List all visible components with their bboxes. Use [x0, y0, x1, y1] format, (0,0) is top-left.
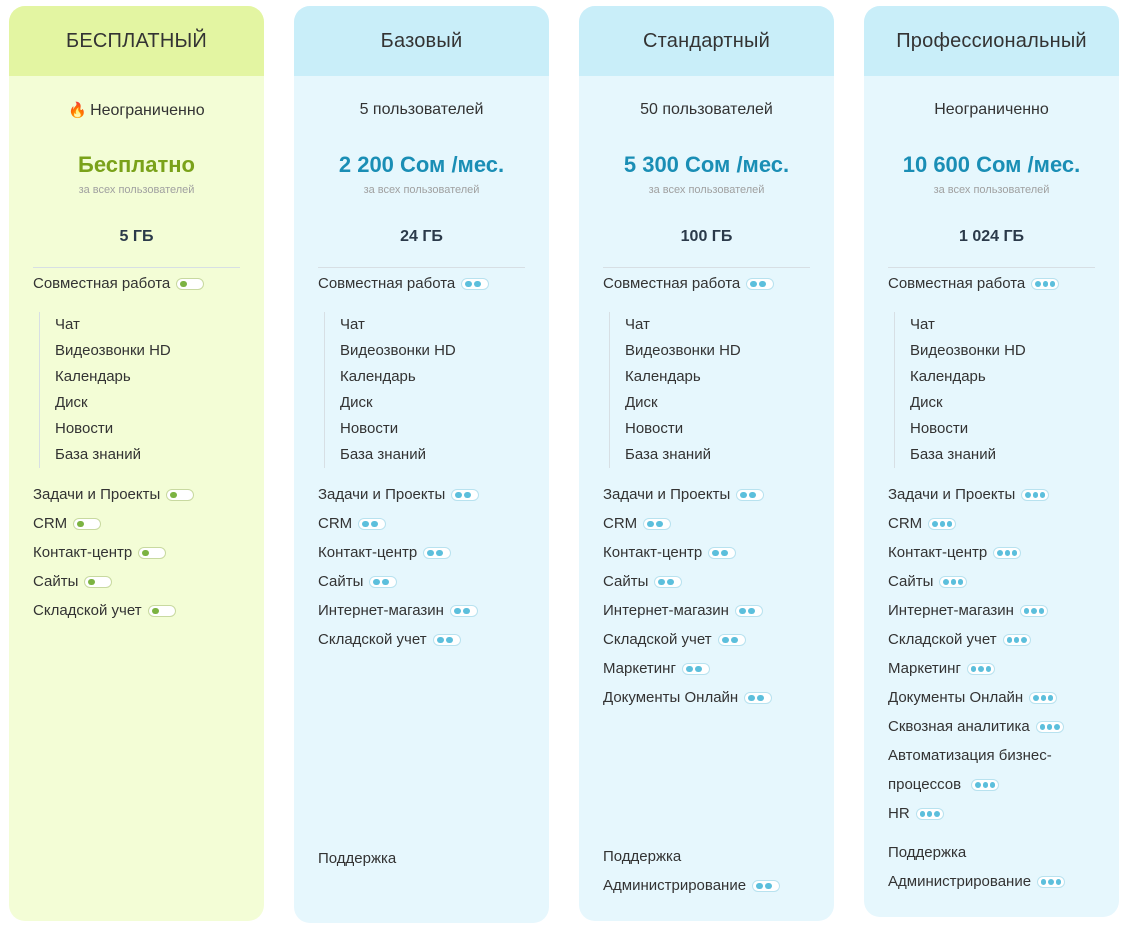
subfeature-video: Видеозвонки HD [625, 342, 741, 359]
plan-title: Базовый [294, 6, 549, 76]
plan-storage: 5 ГБ [119, 228, 154, 245]
plan-title: БЕСПЛАТНЫЙ [9, 6, 264, 76]
feature-tasks [318, 485, 479, 505]
feature-crm [33, 514, 101, 534]
plan-price: 10 600 Сом /мес. [902, 152, 1081, 177]
feature-analytics [888, 717, 1064, 737]
toggle-2-icon [735, 605, 763, 617]
feature-label: Складской учет [888, 631, 997, 648]
toggle-2-icon [423, 547, 451, 559]
toggle-2-icon [718, 634, 746, 646]
feature-label: Совместная работа [888, 275, 1026, 292]
toggle-3-icon [1037, 876, 1065, 888]
feature-sites [33, 572, 112, 592]
feature-contact [603, 543, 736, 563]
feature-contact [888, 543, 1021, 563]
feature-sublist [894, 312, 1026, 468]
divider [33, 267, 240, 268]
feature-sublist [39, 312, 171, 468]
feature-support [318, 849, 396, 869]
feature-support [888, 843, 966, 863]
feature-sublist [324, 312, 456, 468]
divider [603, 267, 810, 268]
feature-label: Сайты [603, 573, 649, 590]
plan-title: Профессиональный [864, 6, 1119, 76]
toggle-2-icon [369, 576, 397, 588]
feature-sites [318, 572, 397, 592]
subfeature-kb: База знаний [625, 446, 711, 463]
toggle-2-icon [744, 692, 772, 704]
toggle-2-icon [752, 880, 780, 892]
toggle-3-icon [1021, 489, 1049, 501]
plan-price-note: за всех пользователей [933, 184, 1050, 196]
feature-sublist [609, 312, 741, 468]
toggle-3-icon [971, 779, 999, 791]
toggle-1-icon [166, 489, 194, 501]
feature-shop [603, 601, 763, 621]
subfeature-calendar: Календарь [340, 368, 416, 385]
feature-label: Сайты [888, 573, 934, 590]
feature-contact [33, 543, 166, 563]
toggle-1-icon [138, 547, 166, 559]
toggle-2-icon [746, 278, 774, 290]
feature-shop [888, 601, 1048, 621]
feature-label: Совместная работа [603, 275, 741, 292]
feature-tasks [33, 485, 194, 505]
feature-label: Поддержка [318, 850, 397, 867]
subfeature-disk: Диск [910, 394, 943, 411]
subfeature-chat: Чат [55, 316, 80, 333]
feature-label: Складской учет [33, 602, 142, 619]
feature-label: Автоматизация бизнес-процессов [888, 747, 1052, 793]
subfeature-chat: Чат [340, 316, 365, 333]
plan-storage: 24 ГБ [400, 228, 443, 245]
feature-label: Контакт-центр [603, 544, 703, 561]
toggle-1-icon [73, 518, 101, 530]
feature-crm [318, 514, 386, 534]
feature-crm [603, 514, 671, 534]
toggle-1-icon [84, 576, 112, 588]
feature-label: Интернет-магазин [888, 602, 1014, 619]
feature-label: Задачи и Проекты [888, 486, 1016, 503]
subfeature-disk: Диск [625, 394, 658, 411]
feature-sites [888, 572, 967, 592]
subfeature-news: Новости [625, 420, 684, 437]
plan-card-basic [294, 6, 549, 923]
feature-label: CRM [888, 515, 923, 532]
toggle-3-icon [993, 547, 1021, 559]
feature-label: Сквозная аналитика [888, 718, 1030, 735]
feature-label: Поддержка [888, 844, 967, 861]
toggle-2-icon [433, 634, 461, 646]
feature-label: Контакт-центр [33, 544, 133, 561]
toggle-3-icon [1020, 605, 1048, 617]
subfeature-calendar: Календарь [55, 368, 131, 385]
plan-users: 50 пользователей [640, 101, 773, 118]
feature-docs [603, 688, 772, 708]
plan-users-label: Неограниченно [90, 102, 205, 119]
toggle-2-icon [461, 278, 489, 290]
plan-price: 2 200 Сом /мес. [338, 152, 505, 177]
plan-price-note: за всех пользователей [78, 184, 195, 196]
feature-label: Сайты [318, 573, 364, 590]
toggle-2-icon [358, 518, 386, 530]
plan-card-free [9, 6, 264, 921]
subfeature-kb: База знаний [55, 446, 141, 463]
feature-stock [603, 630, 746, 650]
feature-label: Интернет-магазин [318, 602, 444, 619]
toggle-2-icon [654, 576, 682, 588]
feature-stock [33, 601, 176, 621]
subfeature-disk: Диск [55, 394, 88, 411]
feature-label: Совместная работа [33, 275, 171, 292]
subfeature-news: Новости [55, 420, 114, 437]
feature-label: Задачи и Проекты [33, 486, 161, 503]
feature-admin [603, 876, 780, 896]
feature-label: Складской учет [318, 631, 427, 648]
feature-crm [888, 514, 956, 534]
feature-support [603, 847, 681, 867]
feature-collab [888, 274, 1059, 294]
subfeature-kb: База знаний [340, 446, 426, 463]
toggle-2-icon [643, 518, 671, 530]
plan-users: 5 пользователей [359, 101, 484, 118]
feature-admin [888, 872, 1065, 892]
toggle-3-icon [1036, 721, 1064, 733]
subfeature-kb: База знаний [910, 446, 996, 463]
feature-collab [603, 274, 774, 294]
feature-tasks [888, 485, 1049, 505]
plan-card-standard [579, 6, 834, 921]
plan-users [9, 101, 264, 120]
fire-icon: 🔥 [68, 102, 88, 119]
feature-label: Администрирование [603, 877, 747, 894]
feature-label: Складской учет [603, 631, 712, 648]
subfeature-video: Видеозвонки HD [910, 342, 1026, 359]
subfeature-disk: Диск [340, 394, 373, 411]
plan-storage: 1 024 ГБ [958, 228, 1025, 245]
subfeature-news: Новости [340, 420, 399, 437]
toggle-3-icon [1029, 692, 1057, 704]
toggle-3-icon [1003, 634, 1031, 646]
subfeature-video: Видеозвонки HD [340, 342, 456, 359]
feature-hr [888, 804, 944, 824]
feature-sites [603, 572, 682, 592]
toggle-2-icon [451, 489, 479, 501]
feature-label: Интернет-магазин [603, 602, 729, 619]
feature-automation [888, 741, 1093, 799]
toggle-3-icon [916, 808, 944, 820]
toggle-2-icon [736, 489, 764, 501]
feature-label: Контакт-центр [888, 544, 988, 561]
plan-price-note: за всех пользователей [648, 184, 765, 196]
feature-collab [33, 274, 204, 294]
subfeature-news: Новости [910, 420, 969, 437]
toggle-1-icon [148, 605, 176, 617]
plan-storage: 100 ГБ [680, 228, 733, 245]
feature-stock [888, 630, 1031, 650]
feature-label: Задачи и Проекты [603, 486, 731, 503]
feature-shop [318, 601, 478, 621]
subfeature-calendar: Календарь [625, 368, 701, 385]
feature-label: Маркетинг [888, 660, 961, 677]
feature-marketing [888, 659, 995, 679]
toggle-2-icon [682, 663, 710, 675]
subfeature-video: Видеозвонки HD [55, 342, 171, 359]
feature-label: CRM [318, 515, 353, 532]
feature-label: HR [888, 805, 910, 822]
plan-price-note: за всех пользователей [363, 184, 480, 196]
feature-stock [318, 630, 461, 650]
divider [318, 267, 525, 268]
feature-label: Администрирование [888, 873, 1032, 890]
feature-tasks [603, 485, 764, 505]
feature-label: Документы Онлайн [888, 689, 1024, 706]
feature-label: Совместная работа [318, 275, 456, 292]
feature-contact [318, 543, 451, 563]
feature-marketing [603, 659, 710, 679]
feature-label: Контакт-центр [318, 544, 418, 561]
feature-label: Маркетинг [603, 660, 676, 677]
plan-title: Стандартный [579, 6, 834, 76]
feature-collab [318, 274, 489, 294]
toggle-3-icon [939, 576, 967, 588]
feature-label: CRM [33, 515, 68, 532]
plan-price: Бесплатно [78, 152, 195, 177]
toggle-2-icon [450, 605, 478, 617]
feature-label: Задачи и Проекты [318, 486, 446, 503]
subfeature-calendar: Календарь [910, 368, 986, 385]
toggle-3-icon [967, 663, 995, 675]
toggle-3-icon [1031, 278, 1059, 290]
plan-card-pro [864, 6, 1119, 917]
feature-label: Поддержка [603, 848, 682, 865]
plan-users: Неограниченно [934, 101, 1049, 118]
feature-docs [888, 688, 1057, 708]
toggle-2-icon [708, 547, 736, 559]
divider [888, 267, 1095, 268]
feature-label: Документы Онлайн [603, 689, 739, 706]
feature-label: Сайты [33, 573, 79, 590]
subfeature-chat: Чат [910, 316, 935, 333]
toggle-3-icon [928, 518, 956, 530]
subfeature-chat: Чат [625, 316, 650, 333]
plan-price: 5 300 Сом /мес. [623, 152, 790, 177]
feature-label: CRM [603, 515, 638, 532]
toggle-1-icon [176, 278, 204, 290]
